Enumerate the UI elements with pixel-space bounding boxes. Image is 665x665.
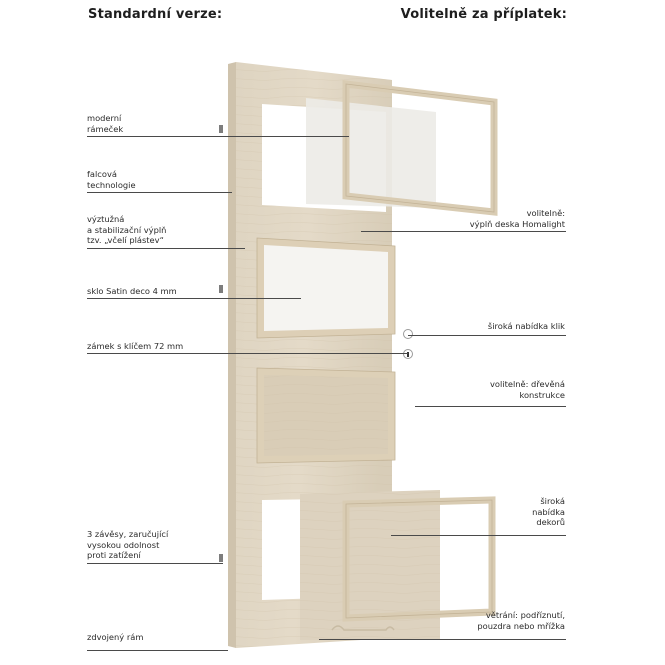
leader-line <box>87 563 223 564</box>
label-rebate-technology: falcová technologie <box>87 169 136 190</box>
standard-version-heading: Standardní verze: <box>88 7 223 22</box>
door-edge <box>228 62 236 648</box>
hinge-icon <box>219 554 223 562</box>
label-homalight: volitelně: výplň deska Homalight <box>469 208 565 229</box>
leader-line <box>87 650 228 651</box>
leader-line <box>319 639 566 640</box>
hinge-icon <box>219 125 223 133</box>
label-double-frame: zdvojený rám <box>87 632 144 642</box>
label-modern-frame: moderní rámeček <box>87 113 124 134</box>
leader-line <box>87 298 301 299</box>
label-handles: široká nabídka klik <box>487 321 565 331</box>
leader-line <box>87 353 408 354</box>
leader-line <box>391 535 566 536</box>
leader-line <box>415 406 566 407</box>
leader-line <box>87 192 232 193</box>
hinge-icon <box>219 285 223 293</box>
leader-line <box>361 231 566 232</box>
label-decors: široká nabídka dekorů <box>532 496 565 528</box>
leader-line <box>408 335 566 336</box>
label-honeycomb: výztužná a stabilizační výplň tzv. „včelí plástev“ <box>87 214 167 246</box>
label-satin-glass: sklo Satin deco 4 mm <box>87 286 177 296</box>
optional-version-heading: Volitelně za příplatek: <box>400 7 567 22</box>
satin-glass <box>264 245 388 331</box>
handle-icon <box>404 330 413 339</box>
label-ventilation: větrání: podříznutí, pouzdra nebo mřížka <box>477 610 565 631</box>
leader-line <box>87 248 245 249</box>
label-wood-construction: volitelně: dřevěná konstrukce <box>489 379 565 400</box>
leader-line <box>87 136 349 137</box>
label-hinges: 3 závěsy, zaručující vysokou odolnost proti zatížení <box>87 529 169 561</box>
label-lock: zámek s klíčem 72 mm <box>87 341 184 351</box>
homalight-board <box>306 98 436 208</box>
